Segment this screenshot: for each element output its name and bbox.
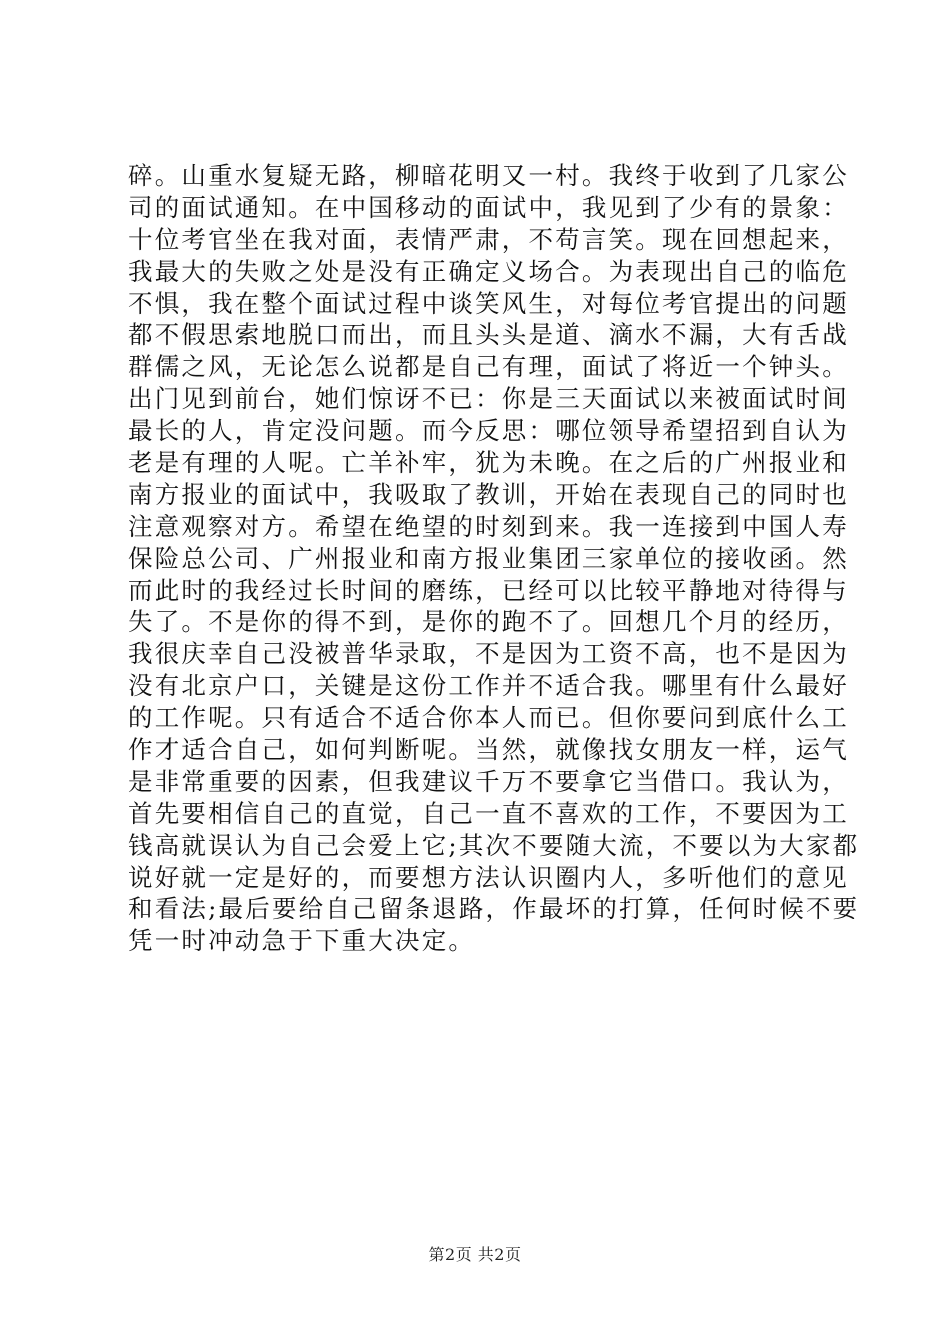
text-line: 老是有理的人呢。亡羊补牢，犹为未晚。在之后的广州报业和 (128, 448, 849, 478)
text-line: 没有北京户口，关键是这份工作并不适合我。哪里有什么最好 (128, 671, 849, 701)
text-line: 十位考官坐在我对面，表情严肃，不苟言笑。现在回想起来， (128, 224, 849, 254)
text-line: 注意观察对方。希望在绝望的时刻到来。我一连接到中国人寿 (128, 511, 849, 541)
text-line: 不惧，我在整个面试过程中谈笑风生，对每位考官提出的问题 (128, 288, 849, 318)
text-line: 的工作呢。只有适合不适合你本人而已。但你要问到底什么工 (128, 703, 849, 733)
text-line: 南方报业的面试中，我吸取了教训，开始在表现自己的同时也 (128, 479, 849, 509)
text-line: 最长的人，肯定没问题。而今反思：哪位领导希望招到自认为 (128, 416, 849, 446)
text-line: 保险总公司、广州报业和南方报业集团三家单位的接收函。然 (128, 543, 849, 573)
text-line: 说好就一定是好的，而要想方法认识圈内人，多听他们的意见 (128, 862, 849, 892)
text-line: 是非常重要的因素，但我建议千万不要拿它当借口。我认为， (128, 766, 849, 796)
text-line: 和看法;最后要给自己留条退路，作最坏的打算，任何时候不要 (128, 894, 860, 924)
text-line: 出门见到前台，她们惊讶不已：你是三天面试以来被面试时间 (128, 384, 849, 414)
body-text (128, 160, 860, 957)
text-line: 失了。不是你的得不到，是你的跑不了。回想几个月的经历， (128, 607, 849, 637)
page-number-label: 第2页 共2页 (428, 1245, 522, 1264)
text-line: 我最大的失败之处是没有正确定义场合。为表现出自己的临危 (128, 256, 849, 286)
text-line: 都不假思索地脱口而出，而且头头是道、滴水不漏，大有舌战 (128, 320, 849, 350)
page-footer (0, 1245, 950, 1265)
text-line: 群儒之风，无论怎么说都是自己有理，面试了将近一个钟头。 (128, 352, 849, 382)
text-line: 我很庆幸自己没被普华录取，不是因为工资不高，也不是因为 (128, 639, 849, 669)
text-line: 凭一时冲动急于下重大决定。 (128, 926, 476, 956)
text-line: 而此时的我经过长时间的磨练，已经可以比较平静地对待得与 (128, 575, 849, 605)
text-line: 作才适合自己，如何判断呢。当然，就像找女朋友一样，运气 (128, 735, 849, 765)
text-line: 首先要相信自己的直觉，自己一直不喜欢的工作，不要因为工 (128, 798, 849, 828)
text-line: 碎。山重水复疑无路，柳暗花明又一村。我终于收到了几家公 (128, 161, 849, 190)
text-line: 钱高就误认为自己会爱上它;其次不要随大流，不要以为大家都 (128, 830, 860, 860)
text-line: 司的面试通知。在中国移动的面试中，我见到了少有的景象： (128, 192, 849, 222)
